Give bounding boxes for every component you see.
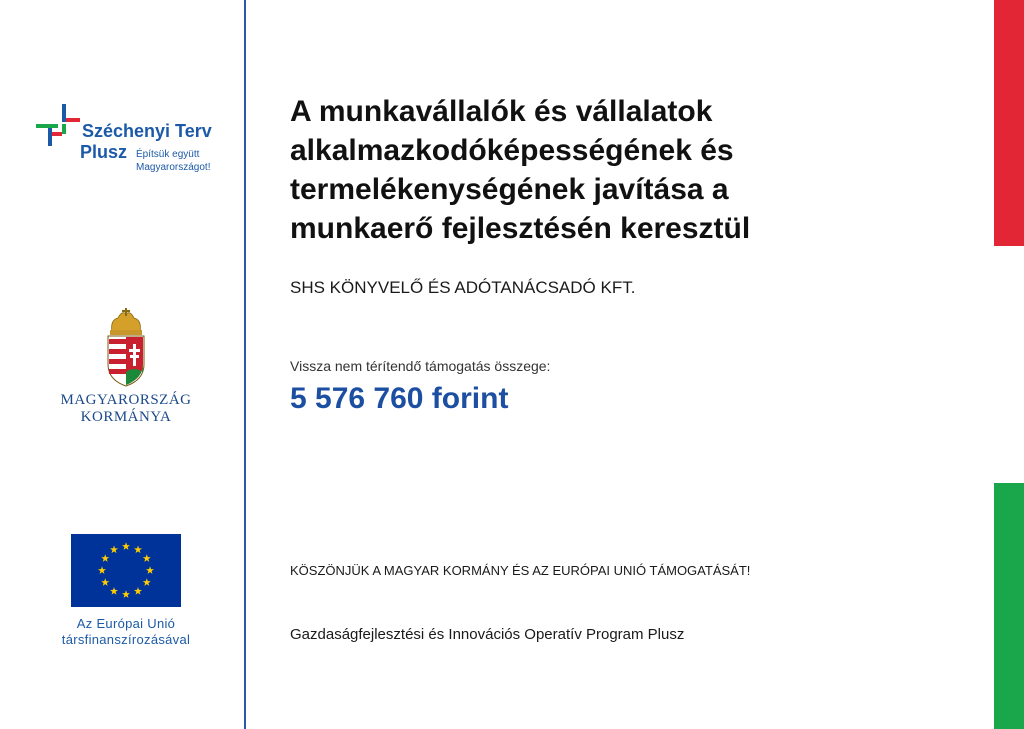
eu-flag-icon <box>71 534 181 607</box>
grant-label: Vissza nem térítendő támogatás összege: <box>290 358 551 374</box>
flag-stripe-red <box>994 0 1024 246</box>
flag-stripe-green <box>994 483 1024 729</box>
government-name-line2: KORMÁNYA <box>80 409 172 425</box>
program-name: Gazdaságfejlesztési és Innovációs Operatív Program Plusz <box>290 626 685 643</box>
government-name-line1: MAGYARORSZÁG <box>60 392 192 408</box>
grant-amount: 5 576 760 forint <box>290 382 509 415</box>
eu-cofinance-text <box>40 616 212 648</box>
government-name <box>40 392 212 426</box>
szechenyi-logo <box>36 104 236 184</box>
eu-text-line1: Az Európai Unió <box>76 616 176 631</box>
eu-text-line2: társfinanszírozásával <box>61 632 191 647</box>
vertical-divider <box>244 0 246 729</box>
szechenyi-slogan: Építsük együtt Magyarországot! <box>136 149 211 173</box>
thanks-text: KÖSZÖNJÜK A MAGYAR KORMÁNY ÉS AZ EURÓPAI UNIÓ TÁMOGATÁSÁT! <box>290 563 751 578</box>
szechenyi-plus: Plusz <box>80 142 128 162</box>
szechenyi-title: Széchenyi Terv <box>82 121 212 141</box>
company-name: SHS KÖNYVELŐ ÉS ADÓTANÁCSADÓ KFT. <box>290 278 636 297</box>
szechenyi-cross-icon <box>36 104 80 148</box>
project-title: A munkavállalók és vállalatok alkalmazkodóképességének és termelékenységének javítása a munkaerő fejlesztésén keresztül <box>290 95 751 245</box>
coat-of-arms-icon <box>104 308 148 388</box>
